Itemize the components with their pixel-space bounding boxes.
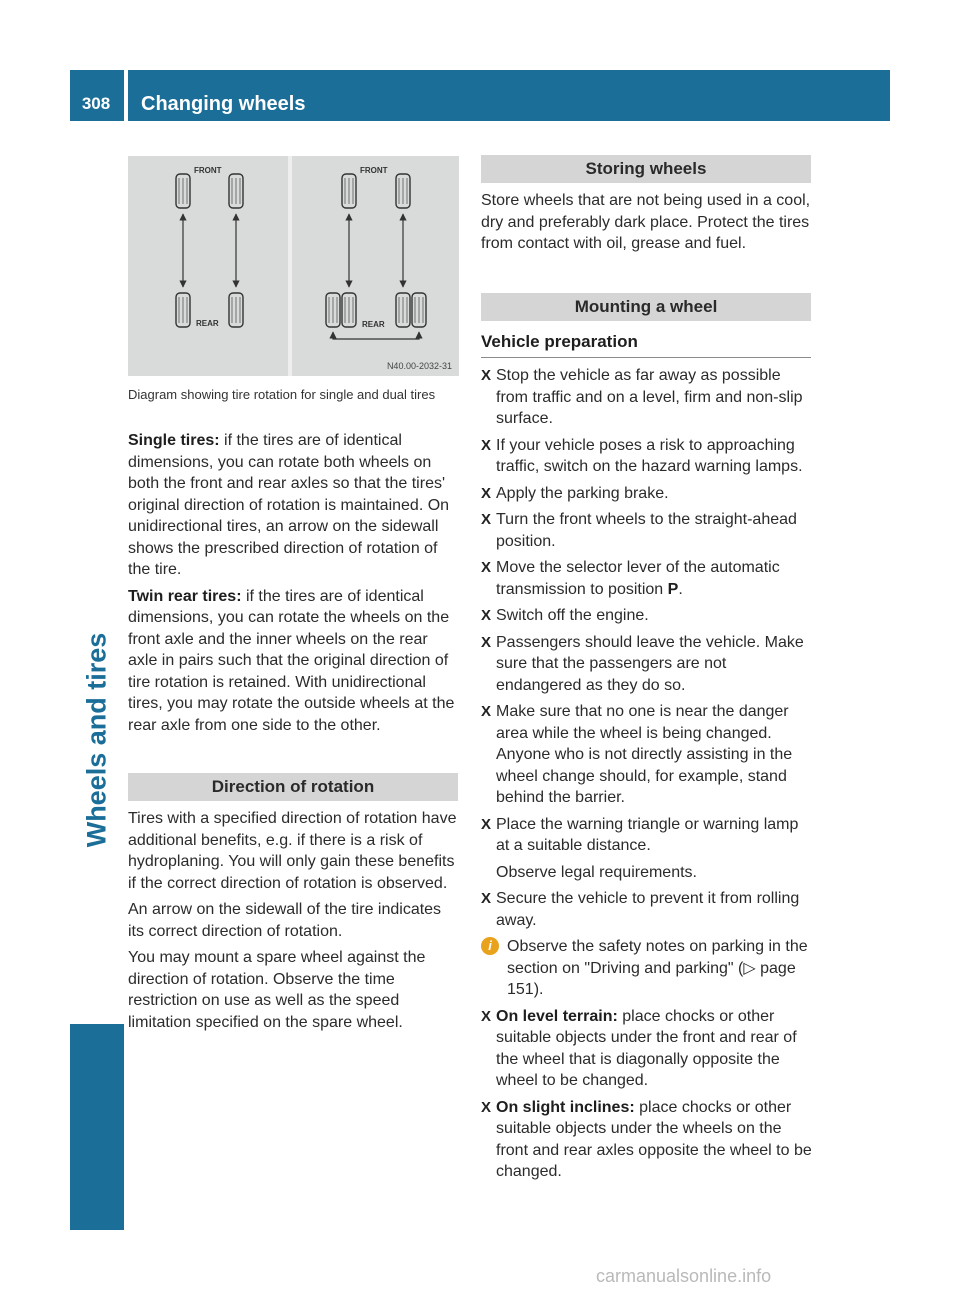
level-terrain-text: place chocks or other suitable objects under the front and rear of the wheel that is diagonally opposite the wheel to be changed. (496, 1007, 797, 1089)
rear-label-dual: REAR (362, 320, 385, 329)
diagram-panel-dual (292, 156, 459, 376)
diagram-panel-single (128, 156, 288, 376)
info-icon: i (481, 937, 499, 955)
step-arrow-icon: X (481, 890, 492, 907)
step-arrow-icon: X (481, 436, 492, 454)
page-title: Changing wheels (141, 93, 306, 115)
vehicle-preparation-heading: Vehicle preparation (481, 331, 811, 358)
selector-position: P (667, 580, 679, 598)
step-text: Make sure that no one is near the danger area while the wheel is being changed. Anyone who is not directly assisting in the wheel change should, for example, stand behind the barrier. (496, 703, 793, 806)
single-tires-label: Single tires: (128, 432, 220, 449)
step-item (481, 509, 812, 552)
slight-inclines-text: place chocks or other suitable objects under the wheels on the front and rear axles opposite the wheel to be changed. (496, 1098, 812, 1180)
twin-tires-label: Twin rear tires: (128, 587, 242, 605)
level-terrain-label: On level terrain: (496, 1007, 618, 1025)
storing-wheels-heading: Storing wheels (481, 155, 811, 183)
header-divider (124, 70, 128, 121)
step-item (481, 888, 812, 931)
front-label-dual: FRONT (360, 166, 388, 175)
side-tab-marker (70, 1024, 124, 1230)
slight-inclines-label: On slight inclines: (496, 1098, 635, 1116)
step-arrow-icon: X (481, 703, 492, 720)
figure-code: N40.00-2032-31 (386, 361, 452, 371)
direction-of-rotation-heading: Direction of rotation (128, 773, 458, 801)
step-item (481, 632, 812, 697)
step-text: Turn the front wheels to the straight-ahead position. (496, 511, 797, 550)
step-text: Passengers should leave the vehicle. Make sure that the passengers are not endangered as they do so. (496, 633, 804, 694)
step-arrow-icon: X (481, 559, 492, 576)
step-text: If your vehicle poses a risk to approaching traffic, switch on the hazard warning lamps. (496, 436, 803, 475)
legal-requirements-note: Observe legal requirements. (496, 863, 697, 881)
step-item (481, 605, 812, 627)
storing-wheels-text: Store wheels that are not being used in a cool, dry and preferably dark place. Protect the tires from contact with oil, grease and fuel. (481, 192, 811, 252)
tire-rotation-svg (128, 156, 459, 376)
selector-step-suffix: . (678, 580, 683, 598)
step-arrow-icon: X (481, 1007, 492, 1025)
step-arrow-icon: X (481, 1098, 492, 1116)
rear-label-single: REAR (196, 319, 219, 328)
step-item (481, 1006, 812, 1092)
step-text: Secure the vehicle to prevent it from rolling away. (496, 890, 800, 929)
step-arrow-icon: X (481, 815, 492, 833)
step-text: Switch off the engine. (496, 607, 649, 624)
step-arrow-icon: X (481, 367, 492, 384)
step-item (481, 483, 812, 505)
front-label-single: FRONT (194, 166, 222, 175)
preparation-steps (481, 365, 812, 1188)
left-column-top (128, 430, 459, 741)
mounting-wheel-heading: Mounting a wheel (481, 293, 811, 321)
twin-tires-text: if the tires are of identical dimensions, you can rotate the wheels on the front axle and the inner wheels on the rear axle in pairs such that the original direction of tire rotation is retained. With unidirectional tires, you may rotate the outside wheels at the rear axle from one side to the other. (128, 587, 455, 734)
step-arrow-icon: X (481, 484, 492, 502)
twin-tires-paragraph (128, 586, 459, 737)
step-text: Apply the parking brake. (496, 484, 669, 502)
info-note-text: Observe the safety notes on parking in the section on "Driving and parking" (▷ page 151). (507, 938, 808, 998)
tire-rotation-diagram (128, 156, 459, 376)
info-note (481, 936, 812, 1001)
step-arrow-icon: X (481, 607, 492, 624)
direction-paragraph-1: Tires with a specified direction of rotation have additional benefits, e.g. if there is a risk of hydroplaning. You will only gain these benefits if the correct direction of rotation is observed. (128, 810, 457, 892)
single-tires-paragraph (128, 430, 459, 581)
single-tires-text: if the tires are of identical dimensions, you can rotate both wheels on both the front and rear axles so that the tires' original direction of rotation is maintained. On unidirectional tires, an arrow on the sidewall shows the prescribed direction of rotation of the tire. (128, 432, 450, 578)
selector-step-prefix: Move the selector lever of the automatic transmission to position (496, 559, 780, 598)
left-column-bottom (128, 808, 459, 1038)
step-item (481, 435, 812, 478)
figure-caption: Diagram showing tire rotation for single and dual tires (128, 387, 436, 402)
step-item (481, 1097, 812, 1183)
direction-paragraph-3: You may mount a spare wheel against the direction of rotation. Observe the time restriction on use as well as the speed limitation specified on the spare wheel. (128, 949, 426, 1031)
side-section-label: Wheels and tires (81, 632, 112, 848)
diagram-panel-divider (288, 156, 292, 376)
watermark: carmanualsonline.info (596, 1266, 772, 1286)
step-item (481, 701, 812, 809)
direction-paragraph-2: An arrow on the sidewall of the tire indicates its correct direction of rotation. (128, 901, 442, 940)
step-text: Stop the vehicle as far away as possible from traffic and on a level, firm and non-slip surface. (496, 367, 803, 427)
step-arrow-icon: X (481, 511, 492, 528)
step-item (481, 557, 812, 600)
step-item (481, 365, 812, 430)
step-arrow-icon: X (481, 633, 492, 651)
step-text: Place the warning triangle or warning lamp at a suitable distance. (496, 815, 799, 854)
step-item (481, 814, 812, 857)
page-number: 308 (81, 94, 111, 113)
